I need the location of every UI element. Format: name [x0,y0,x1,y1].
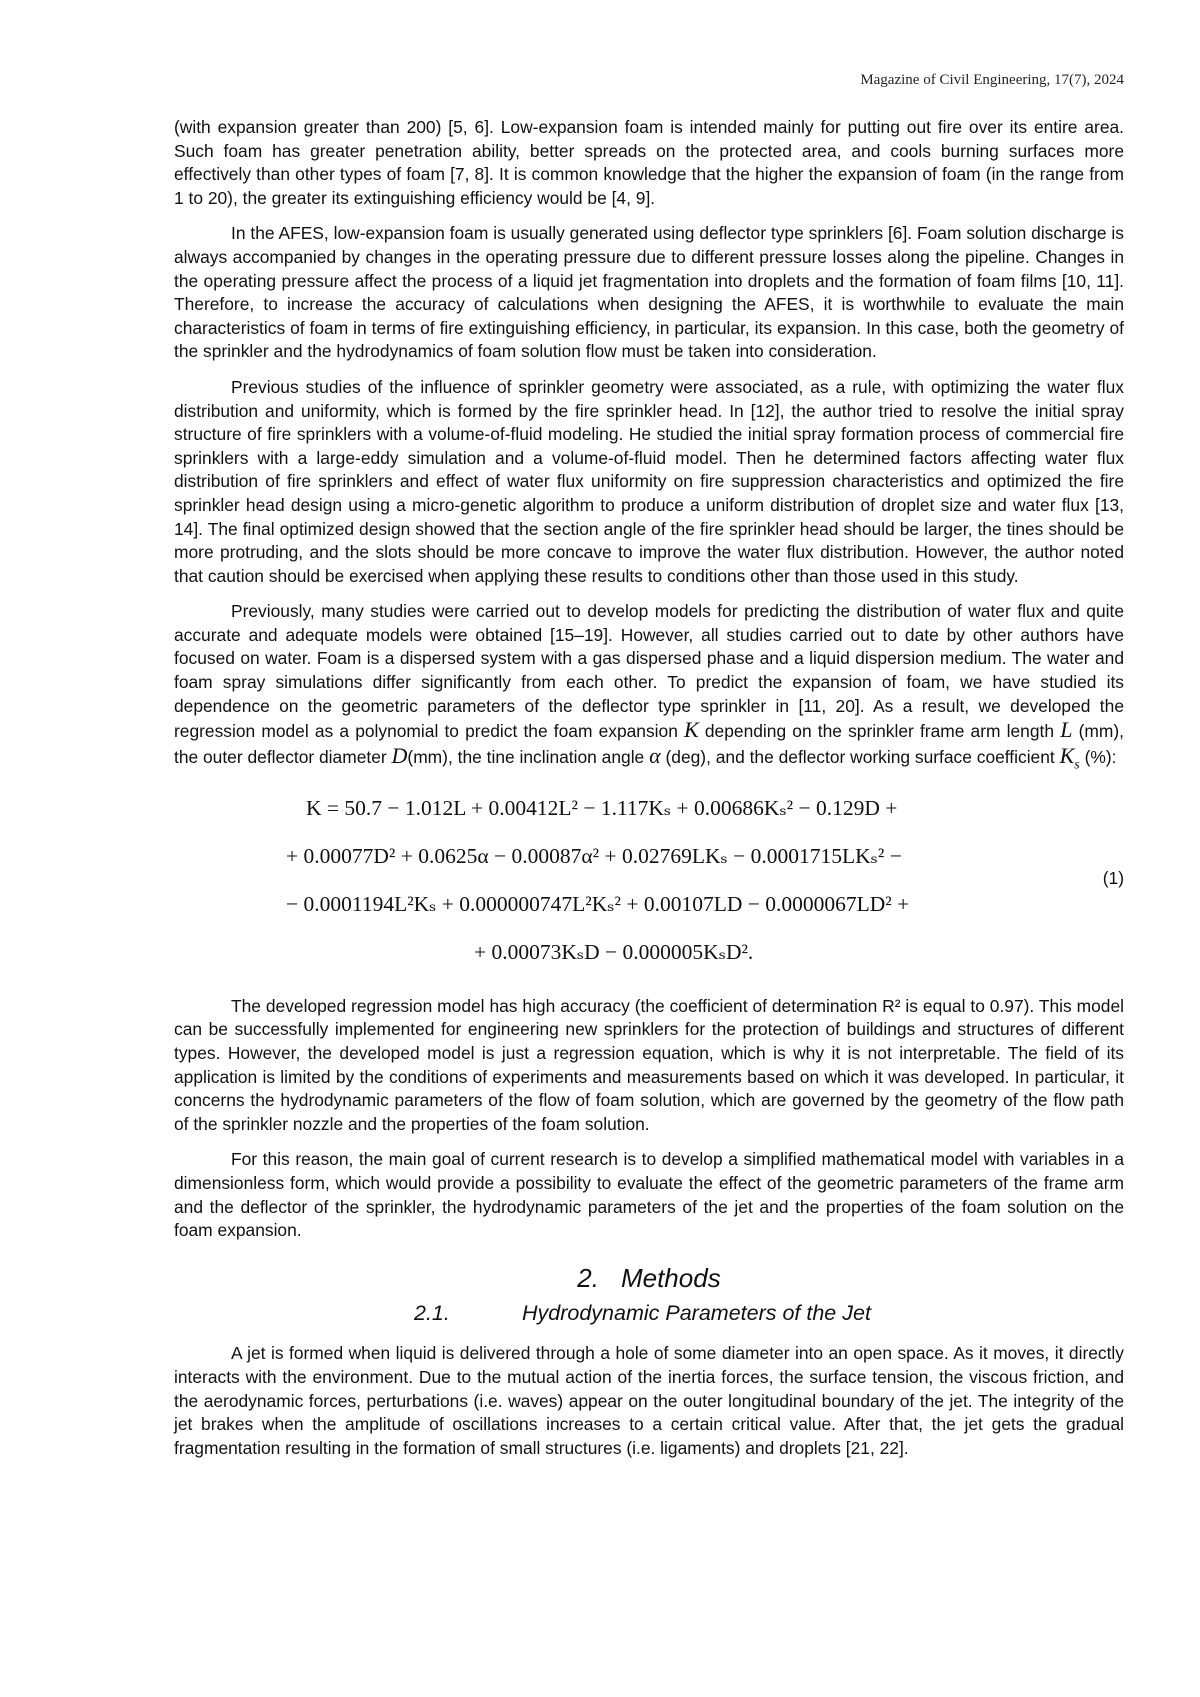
paragraph-expansion-intro: (with expansion greater than 200) [5, 6]. Low-expansion foam is intended mainly for putting out fire over its entire area. Such foam has greater penetration ability, better spreads on the protected area, and cools burning surfaces more effectively than other types of foam [7, 8]. It is common knowledge that the higher the expansion of foam (in the range from 1 to 20), the greater its extinguishing efficiency would be [4, 9]. [174,117,1124,208]
paragraph-previous-studies: Previous studies of the influence of sprinkler geometry were associated, as a rule, with optimizing the water flux distribution and uniformity, which is formed by the fire sprinkler head. In [12], the author tried to resolve the initial spray structure of fire sprinklers with a volume-of-fluid modeling. He studied the initial spray formation process of commercial fire sprinklers with a large-eddy simulation and a volume-of-fluid model. Then he determined factors affecting water flux distribution of fire sprinklers and effect of water flux uniformity on fire suppression characteristics and optimized the fire sprinkler head design using a micro-genetic algorithm to produce a uniform distribution of droplet size and water flux [13, 14]. The final optimized design showed that the section angle of the fire sprinkler head should be larger, the tines should be more protruding, and the slots should be more concave to improve the water flux distribution. However, the author noted that caution should be exercised when applying these results to conditions other than those used in this study. [174,376,1124,586]
section-heading-methods [174,1262,1124,1293]
paragraph-text-segment: (deg), and the deflector working surface coefficient [665,746,1055,767]
subsection-heading-jet [174,1302,1124,1336]
equation-line-3: − 0.0001194L²Kₛ + 0.000000747L²Kₛ² + 0.00107LD − 0.0000067LD² + [286,891,910,916]
regression-equation [174,789,1124,989]
symbol-d: D [391,742,408,768]
running-head: Magazine of Civil Engineering, 17(7), 2024 [860,72,1124,88]
paragraph-text-segment: (%): [1084,746,1117,767]
symbol-alpha: α [649,742,661,768]
paragraph-research-goal: For this reason, the main goal of current research is to develop a simplified mathematical model with variables in a dimensionless form, which would provide a possibility to evaluate the effect of the geometric parameters of the frame arm and the deflector of the sprinkler, the hydrodynamic parameters of the jet and the properties of the foam solution on the foam expansion. [174,1149,1124,1241]
paragraph-afes-deflector: In the AFES, low-expansion foam is usually generated using deflector type sprinklers [6]. Foam solution discharge is always accompanied by changes in the operating pressure due to different pressure losses along the pipeline. Changes in the operating pressure affect the process of a liquid jet fragmentation into droplets and the formation of foam films [10, 11]. Therefore, to increase the accuracy of calculations when designing the AFES, it is worthwhile to evaluate the main characteristics of foam in terms of fire extinguishing efficiency, in particular, its expansion. In this case, both the geometry of the sprinkler and the hydrodynamics of foam solution flow must be taken into consideration. [174,223,1124,362]
equation-line-4: + 0.00073KₛD − 0.000005KₛD². [474,939,754,964]
subsection-number: 2.1. [414,1301,450,1326]
paragraph-text-segment: depending on the sprinkler frame arm length [704,721,1055,742]
section-number: 2. [577,1262,599,1293]
equation-line-2: + 0.00077D² + 0.0625α − 0.00087α² + 0.02769LKₛ − 0.0001715LKₛ² − [286,843,902,868]
symbol-l: L [1060,717,1073,743]
equation-line-1: K = 50.7 − 1.012L + 0.00412L² − 1.117Kₛ + 0.00686Kₛ² − 0.129D + [306,795,898,820]
symbol-ks: $K_s$ [1059,742,1080,773]
paragraph-text-segment: (mm), the outer deflector diameter [174,721,1124,767]
paragraph-model-accuracy: The developed regression model has high accuracy (the coefficient of determination R² is equal to 0.97). This model can be successfully implemented for engineering new sprinklers for the protection of buildings and structures of different types. However, the developed model is just a regression equation, which is why it is not interpretable. The field of its application is limited by the conditions of experiments and measurements based on which it was developed. In particular, it concerns the hydrodynamic parameters of the flow of foam solution, which are governed by the geometry of the flow path of the sprinkler nozzle and the properties of the foam solution. [174,995,1124,1134]
paragraph-regression-model-intro [174,600,1124,777]
paragraph-text-segment: Previously, many studies were carried out to develop models for predicting the distribution of water flux and quite accurate and adequate models were obtained [15–19]. However, all studies carried out to date by other authors have focused on water. Foam is a dispersed system with a gas dispersed phase and a liquid dispersion medium. The water and foam spray simulations differ significantly from each other. To predict the expansion of foam, we have studied its dependence on the geometric parameters of the deflector type sprinkler in [11, 20]. As a result, we developed the regression model as a polynomial to predict the foam expansion [174,601,1124,742]
article-body [174,116,1124,1472]
subsection-title: Hydrodynamic Parameters of the Jet [522,1301,871,1326]
paragraph-text-segment: (mm), the tine inclination angle [407,746,645,767]
section-title: Methods [620,1262,721,1293]
equation-number: (1) [1102,867,1124,888]
paragraph-jet-formation: A jet is formed when liquid is delivered through a hole of some diameter into an open space. As it moves, it directly interacts with the environment. Due to the mutual action of the inertia forces, the surface tension, the viscous friction, and the aerodynamic forces, perturbations (i.e. waves) appear on the outer longitudinal boundary of the jet. The integrity of the jet brakes when the amplitude of oscillations increases to a certain critical value. After that, the jet gets the gradual fragmentation resulting in the formation of small structures (i.e. ligaments) and droplets [21, 22]. [174,1343,1124,1458]
symbol-k: K [684,717,699,743]
